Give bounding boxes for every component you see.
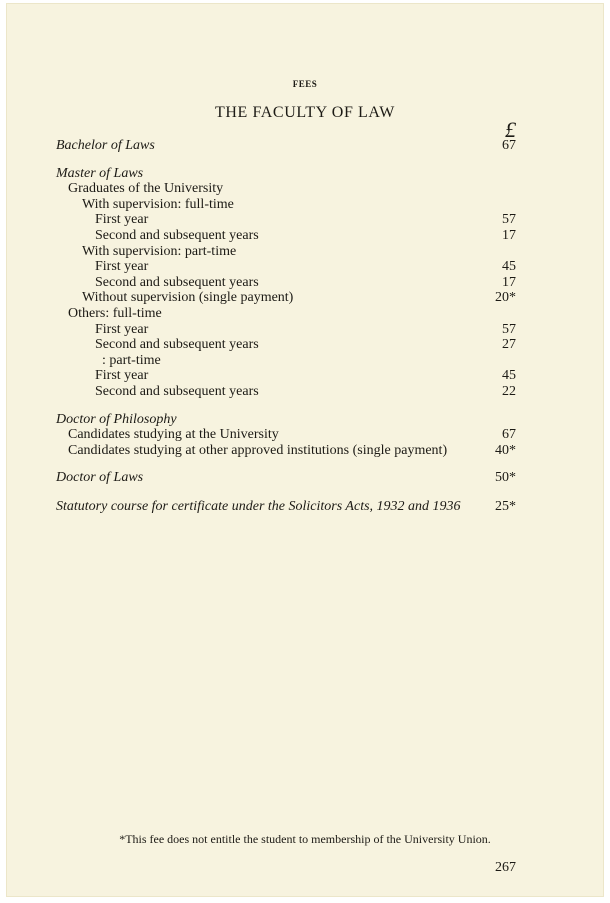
fee-amount: 57 xyxy=(502,212,516,228)
fee-amount: 50* xyxy=(495,470,516,486)
currency-symbol: £ xyxy=(505,117,516,142)
fee-subheading xyxy=(56,353,516,369)
fee-label: Candidates studying at the University xyxy=(68,427,279,443)
fee-row xyxy=(56,337,516,353)
fee-label: Candidates studying at other approved institutions (single payment) xyxy=(68,442,448,458)
fee-row xyxy=(56,212,516,228)
fee-label: Bachelor of Laws xyxy=(56,138,155,153)
fee-amount: 67 xyxy=(502,427,516,443)
footnote: *This fee does not entitle the student to membership of the University Union. xyxy=(119,832,491,846)
fee-row xyxy=(56,290,516,306)
running-head: FEES xyxy=(292,79,318,89)
fee-label: Statutory course for certificate under the Solicitors Acts, 1932 and 1936 xyxy=(56,498,461,514)
section-label: Doctor of Philosophy xyxy=(56,411,177,427)
fee-label: First year xyxy=(95,321,149,337)
fee-label: First year xyxy=(95,212,149,228)
fee-label: First year xyxy=(95,368,149,384)
fee-row-bachelor-of-laws xyxy=(56,138,516,154)
fee-row xyxy=(56,275,516,291)
fee-row-doctor-of-laws xyxy=(56,470,516,486)
fee-table xyxy=(56,138,516,514)
fee-label: Graduates of the University xyxy=(68,181,224,197)
fee-subheading xyxy=(56,197,516,213)
fee-subheading xyxy=(56,244,516,260)
fee-row xyxy=(56,228,516,244)
section-label: Master of Laws xyxy=(56,165,144,181)
fee-label: Second and subsequent years xyxy=(95,383,259,399)
fee-label: Second and subsequent years xyxy=(95,337,259,353)
fee-label: Others: full-time xyxy=(68,305,162,321)
document-page xyxy=(6,3,604,897)
fee-amount: 45 xyxy=(502,368,516,384)
fee-subheading xyxy=(56,181,516,197)
fee-amount: 22 xyxy=(502,383,516,399)
fee-row xyxy=(56,443,516,459)
fee-label: With supervision: full-time xyxy=(82,196,234,212)
fee-row xyxy=(56,259,516,275)
fee-label: : part-time xyxy=(102,352,161,368)
fee-label: Doctor of Laws xyxy=(56,470,144,486)
fee-label: First year xyxy=(95,259,149,275)
section-heading-master-of-laws xyxy=(56,166,516,182)
fee-amount: 57 xyxy=(502,321,516,337)
fee-amount: 40* xyxy=(495,442,516,458)
fee-row xyxy=(56,427,516,443)
fee-label: With supervision: part-time xyxy=(82,243,237,259)
section-heading-doctor-of-philosophy xyxy=(56,412,516,428)
fee-amount: 67 xyxy=(502,138,516,153)
fee-amount: 25* xyxy=(495,498,516,514)
page-number: 267 xyxy=(495,860,516,875)
fee-amount: 17 xyxy=(502,227,516,243)
fee-row xyxy=(56,368,516,384)
fee-subheading xyxy=(56,306,516,322)
fee-amount: 20* xyxy=(495,290,516,306)
fee-amount: 45 xyxy=(502,259,516,275)
fee-amount: 27 xyxy=(502,337,516,353)
fee-amount: 17 xyxy=(502,274,516,290)
fee-label: Without supervision (single payment) xyxy=(82,290,294,306)
fee-row xyxy=(56,322,516,338)
fee-label: Second and subsequent years xyxy=(95,227,259,243)
fee-row xyxy=(56,384,516,400)
fee-row-statutory-course xyxy=(56,499,516,515)
fee-label: Second and subsequent years xyxy=(95,274,259,290)
page-title: THE FACULTY OF LAW xyxy=(214,104,396,121)
